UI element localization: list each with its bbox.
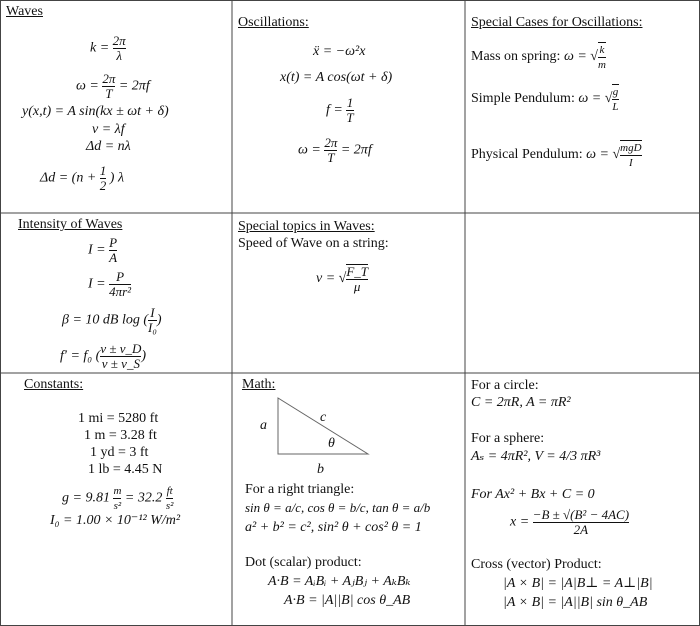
triangle-side-a: a (260, 418, 267, 433)
pythagorean-eq: a² + b² = c², sin² θ + cos² θ = 1 (245, 520, 422, 535)
gravity-constant: g = 9.81 $\frac{m}{\text{s²}}$ = 32.2 $\frac{ft}{\text{s²}}$ (62, 485, 174, 512)
intensity-sphere-eq: I = $\frac{P}{\text{4πr²}}$ (88, 269, 132, 299)
position-eq: x(t) = A cos(ωt + δ) (280, 70, 393, 85)
circle-eq: C = 2πR, A = πR² (471, 395, 571, 410)
dot-product-components-eq: A·B = AᵢBᵢ + AⱼBⱼ + AₖBₖ (268, 574, 411, 589)
sphere-label: For a sphere: (471, 431, 545, 446)
cross-product-perp-eq: |A × B| = |A|B⊥ = A⊥|B| (503, 576, 653, 591)
math-title: Math: (242, 377, 276, 392)
physical-pendulum-eq: Physical Pendulum: ω = √ $\frac{\text{mgD}}{I}$ (471, 142, 642, 169)
right-triangle-label: For a right triangle: (245, 482, 355, 497)
dot-product-label: Dot (scalar) product: (245, 555, 362, 570)
pound-constant: 1 lb = 4.45 N (88, 462, 163, 477)
half-path-difference-eq: Δd = (n + $\frac{1}{2}$ ) λ (40, 163, 125, 193)
oscillation-ode-eq: ẍ = −ω²x (313, 44, 366, 59)
wave-number-eq: k = $\frac{2\pi}{\lambda}$ (90, 33, 126, 63)
sphere-eq: Aₛ = 4πR², V = 4/3 πR³ (471, 449, 601, 464)
path-difference-eq: Δd = nλ (86, 139, 131, 154)
quadratic-formula-eq: x = $\frac{\text{−B ± √(B² − 4AC)}}{2A}$ (510, 507, 630, 537)
decibel-eq: β = 10 dB log ( $\frac{I}{\text{I₀}}$ ) (62, 305, 162, 335)
triangle-angle-theta: θ (328, 436, 335, 451)
doppler-eq: f′ = f₀ ( $\frac{v \pm v\_D}{v \pm v\_S}$ ) (60, 341, 147, 371)
string-speed-label: Speed of Wave on a string: (238, 236, 389, 251)
frequency-eq: f = $\frac{1}{T}$ (326, 95, 354, 125)
meter-constant: 1 m = 3.28 ft (84, 428, 157, 443)
oscillation-angular-frequency-eq: ω = $\frac{2\pi}{T}$ = 2πf (298, 135, 372, 165)
constants-title: Constants: (24, 377, 84, 392)
circle-label: For a circle: (471, 378, 539, 393)
quadratic-label: For Ax² + Bx + C = 0 (471, 487, 595, 502)
mile-constant: 1 mi = 5280 ft (78, 411, 159, 426)
oscillations-title: Oscillations: (238, 15, 309, 30)
cross-product-angle-eq: |A × B| = |A||B| sin θ_AB (503, 595, 648, 610)
simple-pendulum-eq: Simple Pendulum: ω = √ $\frac{g}{L}$ (471, 86, 619, 113)
triangle-side-b: b (317, 462, 324, 477)
wave-speed-eq: v = λf (92, 122, 125, 137)
intensity-area-eq: I = $\frac{P}{A}$ (88, 235, 118, 265)
angular-frequency-eq: ω = $\frac{2\pi}{T}$ = 2πf (76, 71, 150, 101)
wave-function-eq: y(x,t) = A sin(kx ± ωt + δ) (22, 104, 169, 119)
intensity-title: Intensity of Waves (18, 217, 123, 232)
yard-constant: 1 yd = 3 ft (90, 445, 149, 460)
mass-on-spring-eq: Mass on spring: ω = √ $\frac{k}{m}$ (471, 44, 606, 71)
special-topics-title: Special topics in Waves: (238, 219, 375, 234)
triangle-side-c: c (320, 410, 327, 425)
trig-ratios-eq: sin θ = a/c, cos θ = b/c, tan θ = a/b (245, 500, 431, 515)
dot-product-angle-eq: A·B = |A||B| cos θ_AB (284, 593, 411, 608)
special-cases-title: Special Cases for Oscillations: (471, 15, 643, 30)
reference-intensity-constant: I₀ = 1.00 × 10⁻¹² W/m² (50, 513, 181, 528)
cross-product-label: Cross (vector) Product: (471, 557, 602, 572)
string-speed-eq: v = √ $\frac{F\_T}{\mu}$ (316, 264, 369, 294)
waves-title: Waves (6, 4, 43, 19)
